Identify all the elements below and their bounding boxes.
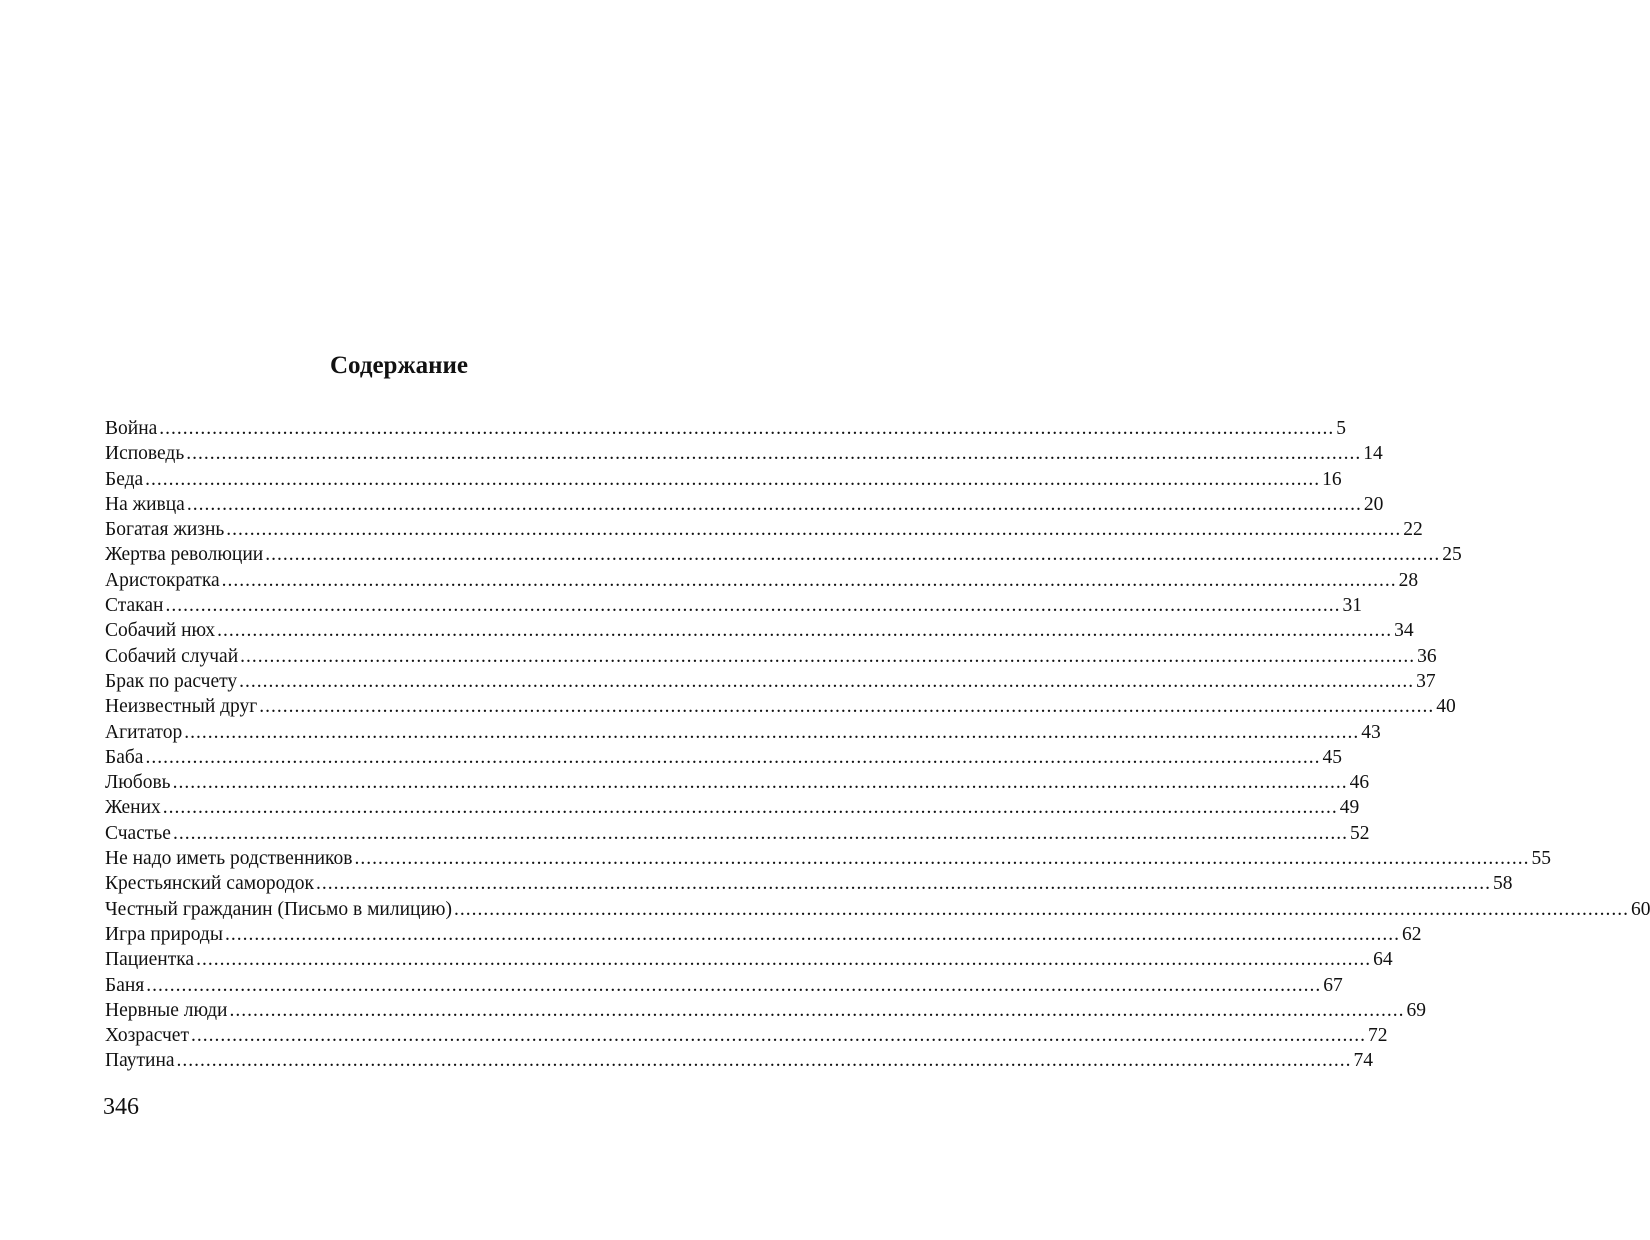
toc-entry-page: 64 xyxy=(1373,949,1393,971)
toc-entry xyxy=(105,568,1419,593)
dot-leader: ........................................................................................................................................................................................................ xyxy=(184,721,1360,743)
toc-entry-title: Любовь xyxy=(105,772,171,794)
dot-leader: ........................................................................................................................................................................................................ xyxy=(240,645,1416,667)
toc-entry-title: Паутина xyxy=(105,1050,175,1072)
toc-entry xyxy=(105,416,1347,441)
toc-entry-title: Стакан xyxy=(105,595,164,617)
toc-entry-title: Беда xyxy=(105,468,144,490)
toc-entry xyxy=(105,947,1393,972)
toc-entry-page: 14 xyxy=(1363,443,1383,465)
toc-entry-page: 69 xyxy=(1406,999,1426,1021)
toc-entry-title: Жених xyxy=(105,797,161,819)
toc-entry-page: 62 xyxy=(1401,923,1422,945)
dot-leader: ........................................................................................................................................................................................................ xyxy=(259,696,1435,718)
toc-entry xyxy=(105,795,1360,820)
toc-entry xyxy=(105,720,1381,745)
toc-entry-page: 45 xyxy=(1322,746,1342,768)
toc-entry xyxy=(105,897,1650,922)
toc-entry xyxy=(105,593,1362,618)
dot-leader: ........................................................................................................................................................................................................ xyxy=(315,873,1491,895)
toc-entry-title: Баба xyxy=(105,746,144,768)
toc-entry xyxy=(105,770,1370,795)
toc-entry-page: 34 xyxy=(1394,620,1414,642)
toc-entry-page: 43 xyxy=(1361,721,1381,743)
toc-entry-title: Аристократка xyxy=(105,569,220,591)
toc-entry xyxy=(105,467,1342,492)
toc-entry-title: Брак по расчету xyxy=(105,670,238,692)
dot-leader: ........................................................................................................................................................................................................ xyxy=(224,923,1400,945)
dot-leader: ........................................................................................................................................................................................................ xyxy=(229,999,1405,1021)
toc-entry-page: 5 xyxy=(1336,418,1347,439)
dot-leader: ........................................................................................................................................................................................................ xyxy=(172,822,1348,844)
toc-entry-title: Агитатор xyxy=(105,721,183,743)
toc-entry-page: 52 xyxy=(1349,822,1370,844)
toc-entry-page: 46 xyxy=(1349,772,1370,794)
toc-entry-page: 36 xyxy=(1417,645,1437,667)
toc-entry-page: 16 xyxy=(1322,468,1342,490)
dot-leader: ........................................................................................................................................................................................................ xyxy=(172,772,1348,794)
toc-entry-title: Нервные люди xyxy=(105,999,228,1021)
toc-entry-page: 28 xyxy=(1398,569,1419,591)
toc-entry-title: Крестьянский самородок xyxy=(105,873,314,895)
dot-leader: ........................................................................................................................................................................................................ xyxy=(217,620,1393,642)
toc-entry-page: 72 xyxy=(1367,1025,1388,1047)
toc-entry-title: Собачий нюх xyxy=(105,620,216,642)
dot-leader: ........................................................................................................................................................................................................ xyxy=(186,493,1362,515)
toc-entry xyxy=(105,1023,1388,1048)
toc-entry xyxy=(105,922,1422,947)
toc-entry xyxy=(105,998,1426,1023)
dot-leader: ........................................................................................................................................................................................................ xyxy=(162,797,1338,819)
dot-leader: ........................................................................................................................................................................................................ xyxy=(165,595,1341,617)
dot-leader: ........................................................................................................................................................................................................ xyxy=(186,443,1362,465)
toc-entry xyxy=(105,644,1437,669)
toc-entry-title: Собачий случай xyxy=(105,645,239,667)
toc-entry xyxy=(105,542,1462,567)
toc-entry-title: Исповедь xyxy=(105,443,185,465)
toc-entry-title: Не надо иметь родственников xyxy=(105,848,353,870)
toc-entry-title: Баня xyxy=(105,974,145,996)
toc-entry xyxy=(105,618,1414,643)
toc-entry-title: Счастье xyxy=(105,822,171,844)
toc-entry xyxy=(105,745,1342,770)
toc-entry-page: 58 xyxy=(1492,873,1513,895)
toc-entry-title: Жертва революции xyxy=(105,544,264,566)
dot-leader: ........................................................................................................................................................................................................ xyxy=(239,670,1415,692)
toc-entry-page: 67 xyxy=(1323,974,1343,996)
dot-leader: ........................................................................................................................................................................................................ xyxy=(145,468,1321,490)
dot-leader: ........................................................................................................................................................................................................ xyxy=(265,544,1441,566)
dot-leader: ........................................................................................................................................................................................................ xyxy=(196,949,1372,971)
toc-entry-title: Игра природы xyxy=(105,923,223,945)
page-title: Содержание xyxy=(329,352,468,379)
toc-entry xyxy=(105,973,1343,998)
dot-leader: ........................................................................................................................................................................................................ xyxy=(354,848,1530,870)
toc-entry-page: 55 xyxy=(1531,848,1552,870)
dot-leader: ........................................................................................................................................................................................................ xyxy=(453,898,1629,920)
toc-entry xyxy=(105,669,1436,694)
toc-entry xyxy=(105,1048,1374,1073)
dot-leader: ........................................................................................................................................................................................................ xyxy=(146,974,1322,996)
toc-entry-page: 22 xyxy=(1403,519,1423,541)
dot-leader: ........................................................................................................................................................................................................ xyxy=(226,519,1402,541)
toc-entry-page: 20 xyxy=(1363,493,1384,515)
toc-entry-page: 74 xyxy=(1353,1050,1374,1072)
toc-entry-title: На живца xyxy=(105,493,185,515)
toc-entry xyxy=(105,517,1423,542)
toc-entry-title: Война xyxy=(105,418,158,439)
dot-leader: ........................................................................................................................................................................................................ xyxy=(221,569,1397,591)
toc-entry-title: Пациентка xyxy=(105,949,195,971)
toc-entry-page: 40 xyxy=(1436,696,1456,718)
toc-entry-title: Неизвестный друг xyxy=(105,696,258,718)
toc-entry-title: Хозрасчет xyxy=(105,1025,189,1047)
toc-entry-title: Честный гражданин (Письмо в милицию) xyxy=(105,898,452,920)
toc-entry-page: 25 xyxy=(1442,544,1462,566)
dot-leader: ........................................................................................................................................................................................................ xyxy=(159,418,1335,439)
toc-entry-title: Богатая жизнь xyxy=(105,519,225,541)
toc-entry-page: 60 xyxy=(1630,898,1650,920)
table-of-contents xyxy=(105,416,1650,1074)
page-number: 346 xyxy=(103,1094,139,1120)
toc-entry xyxy=(105,492,1384,517)
dot-leader: ........................................................................................................................................................................................................ xyxy=(190,1025,1366,1047)
toc-entry-page: 49 xyxy=(1339,797,1360,819)
toc-entry-page: 37 xyxy=(1416,670,1436,692)
toc-entry xyxy=(105,846,1552,871)
toc-entry-page: 31 xyxy=(1342,595,1362,617)
toc-entry xyxy=(105,694,1456,719)
toc-entry xyxy=(105,821,1370,846)
toc-entry xyxy=(105,441,1383,466)
dot-leader: ........................................................................................................................................................................................................ xyxy=(176,1050,1352,1072)
dot-leader: ........................................................................................................................................................................................................ xyxy=(145,746,1321,768)
toc-entry xyxy=(105,871,1513,896)
